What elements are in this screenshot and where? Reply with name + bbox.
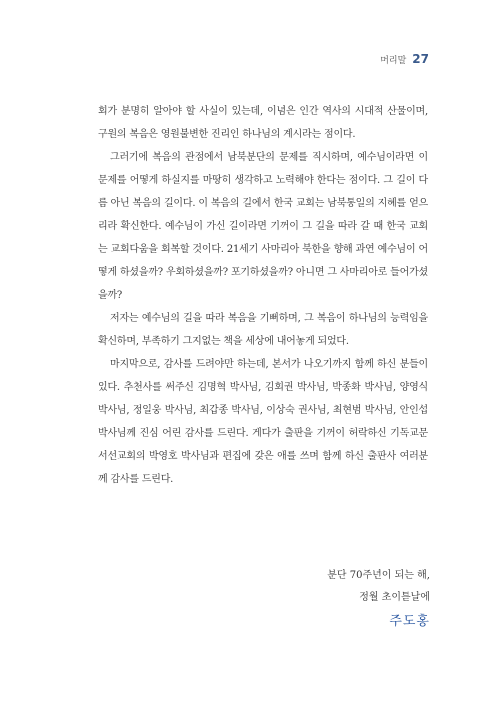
author-name: 주도홍 <box>389 614 430 629</box>
running-section-title: 머리말 <box>380 56 407 66</box>
page-header <box>380 52 429 66</box>
signature-date-line-1: 분단 70주년이 되는 해, <box>327 570 430 581</box>
paragraph-gospel-perspective: 그러기에 복음의 관점에서 남북분단의 문제를 직시하며, 예수님이라면 이 문제를 어떻게 하실지를 마땅히 생각하고 노력해야 한다는 점이다. 그 길이 다름 아닌 복음의 길이다. 이 복음의 길에서 한국 교회는 남북통일의 지혜를 얻으리라 확신한다. 예수님이 가신 길이라면 기꺼이 그 길을 따라 갈 때 한국 교회는 교회다움을 회복할 것이다. 21세기 사마리아 북한을 향해 과연 예수님이 어떻게 하셨을까? 우회하셨을까? 포기하셨을까? 아니면 그 사마리아로 들어가셨을까? <box>98 152 428 301</box>
paragraph-author-intent: 저자는 예수님의 길을 따라 복음을 기뻐하며, 그 복음이 하나님의 능력임을 확신하며, 부족하기 그지없는 책을 세상에 내어놓게 되었다. <box>98 313 428 347</box>
signature-date-line-2: 정월 초이튿날에 <box>359 592 430 603</box>
signature-block <box>327 565 430 635</box>
paragraph-continued: 회가 분명히 알아야 할 사실이 있는데, 이념은 인간 역사의 시대적 산물이며, 구원의 복음은 영원불변한 진리인 하나님의 계시라는 점이다. <box>98 106 428 140</box>
paragraph-acknowledgements: 마지막으로, 감사를 드려야만 하는데, 본서가 나오기까지 함께 하신 분들이 있다. 추천사를 써주신 김명혁 박사님, 김회권 박사님, 박종화 박사님, 양영식 박사님, 정일웅 박사님, 최갑종 박사님, 이상숙 권사님, 최현범 박사님, 안인섭 박사님께 진심 어린 감사를 드린다. 게다가 출판을 기꺼이 허락하신 기독교문서선교회의 박영호 박사님과 편집에 갖은 애를 쓰며 함께 하신 출판사 여러분께 감사를 드린다. <box>98 359 428 485</box>
body-text <box>98 100 428 491</box>
page-number: 27 <box>412 52 429 66</box>
